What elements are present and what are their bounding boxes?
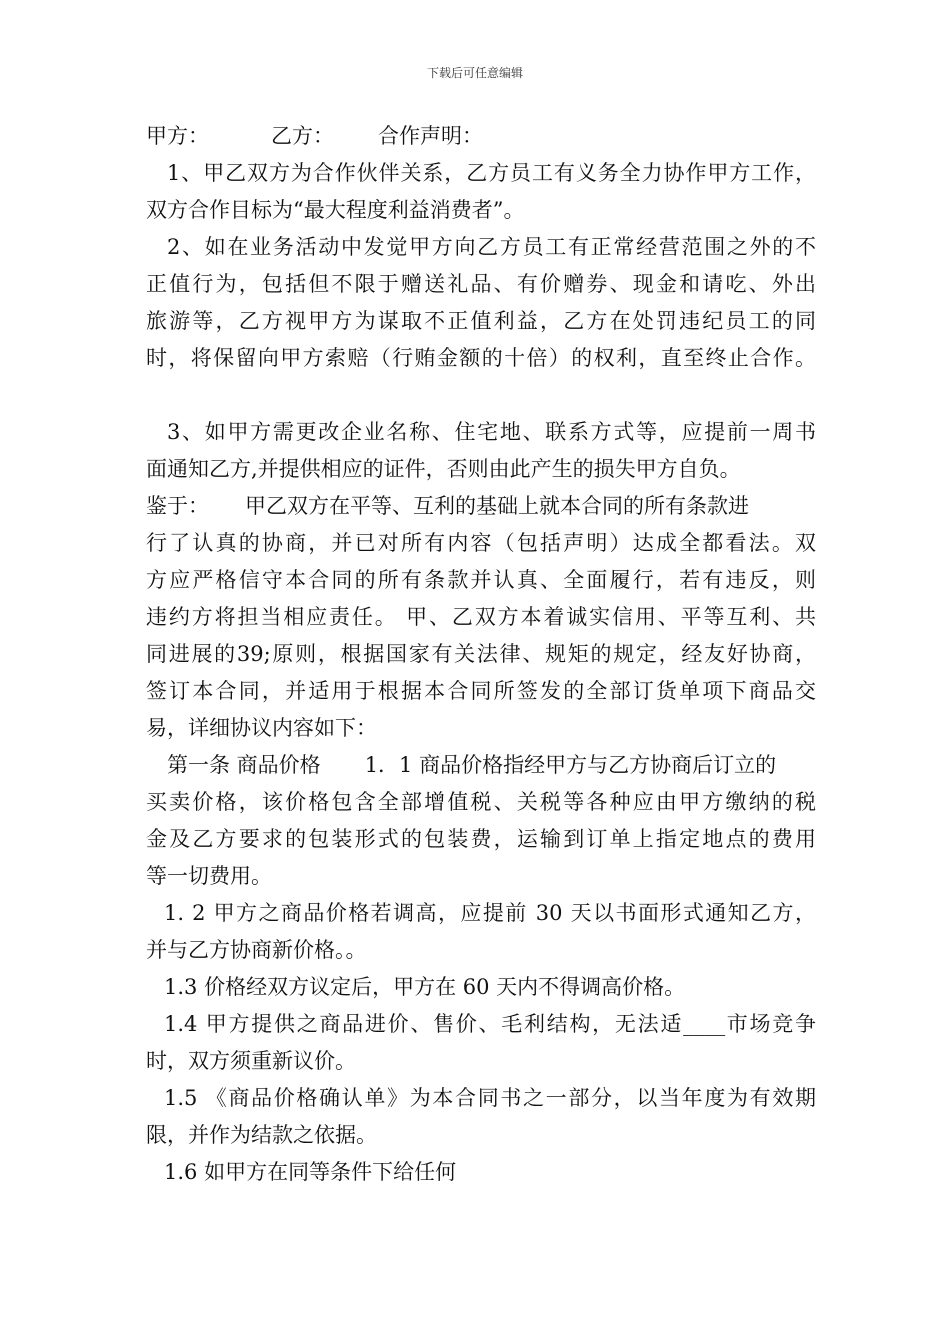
paragraph-line: 等一切费用。 (146, 864, 272, 888)
article-1-line (146, 747, 816, 784)
paragraph-line: 3、如甲方需更改企业名称、住宅地、联系方式等，应提前一周书 (167, 420, 816, 444)
paragraph-line: 金及乙方要求的包装形式的包装费，运输到订单上指定地点的费用 (146, 827, 816, 851)
paragraph-line: 违约方将担当相应责任。 甲、乙双方本着诚实信用、平等互利、共 (146, 605, 816, 629)
article-1-title: 第一条 商品价格 (167, 753, 321, 777)
paragraph-line: 行了认真的协商，并已对所有内容（包括声明）达成全都看法。双 (146, 531, 816, 555)
whereas-label: 鉴于： (146, 494, 209, 518)
paragraph-line: 签订本合同，并适用于根据本合同所签发的全部订货单项下商品交 (146, 679, 816, 703)
paragraph-line: 1. 2 甲方之商品价格若调高，应提前 30 天以书面形式通知乙方， (164, 901, 816, 925)
article-1-clause: 1．1 商品价格指经甲方与乙方协商后订立的 (364, 753, 777, 777)
paragraph-line: 2、如在业务活动中发觉甲方向乙方员工有正常经营范围之外的不 (167, 235, 816, 259)
paragraph-line: 1.6 如甲方在同等条件下给任何 (164, 1160, 457, 1184)
party-b-label: 乙方： (271, 124, 334, 148)
document-body (146, 118, 816, 1191)
whereas-line (146, 488, 816, 525)
paragraph-line: 1.4 甲方提供之商品进价、售价、毛利结构，无法适____市场竞争 (164, 1012, 816, 1036)
paragraph-line: 时，将保留向甲方索赔（行贿金额的十倍）的权利，直至终止合作。 (146, 346, 816, 370)
blank-line (146, 377, 816, 414)
paragraph-line: 双方合作目标为“最大程度利益消费者”。 (146, 198, 525, 222)
whereas-text: 甲乙双方在平等、互利的基础上就本合同的所有条款进 (245, 494, 749, 518)
paragraph-line: 限，并作为结款之依据。 (146, 1123, 377, 1147)
paragraph-line: 面通知乙方,并提供相应的证件，否则由此产生的损失甲方自负。 (146, 457, 741, 481)
header-note: 下载后可任意编辑 (426, 66, 523, 80)
paragraph-line: 易，详细协议内容如下： (146, 716, 377, 740)
declaration-title: 合作声明： (378, 124, 483, 148)
paragraph-line: 旅游等，乙方视甲方为谋取不正值利益，乙方在处罚违纪员工的同 (146, 309, 816, 333)
paragraph-line: 正值行为，包括但不限于赠送礼品、有价赠券、现金和请吃、外出 (146, 272, 816, 296)
paragraph-line: 同进展的39;原则，根据国家有关法律、规矩的规定，经友好协商， (146, 642, 816, 666)
paragraph-line: 并与乙方协商新价格。。 (146, 938, 367, 962)
paragraph-line: 1.5 《商品价格确认单》为本合同书之一部分，以当年度为有效期 (164, 1086, 816, 1110)
parties-line (146, 118, 816, 155)
paragraph-line: 1.3 价格经双方议定后，甲方在 60 天内不得调高价格。 (164, 975, 686, 999)
paragraph-line: 买卖价格，该价格包含全部增值税、关税等各种应由甲方缴纳的税 (146, 790, 816, 814)
paragraph-line: 方应严格信守本合同的所有条款并认真、全面履行，若有违反，则 (146, 568, 816, 592)
party-a-label: 甲方： (146, 124, 209, 148)
paragraph-line: 1、甲乙双方为合作伙伴关系，乙方员工有义务全力协作甲方工作， (167, 161, 816, 185)
paragraph-line: 时，双方须重新议价。 (146, 1049, 356, 1073)
